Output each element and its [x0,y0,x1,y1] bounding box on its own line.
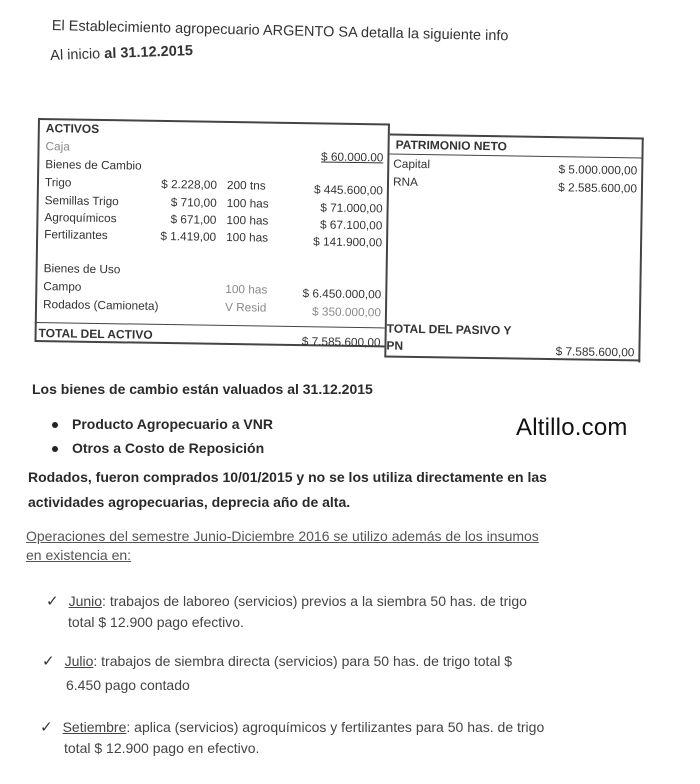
row-qty: 100 has [226,229,269,245]
row-amount: $ 71.000,00 [320,200,383,216]
intro-line-2-date: al 31.12.2015 [103,43,194,63]
row-item: Rodados (Camioneta) [42,297,159,313]
total-activo-label: TOTAL DEL ACTIVO [38,326,153,342]
row-qty: 200 tns [226,177,266,193]
pn-row-item: RNA [392,174,419,189]
operation-text-2: 6.450 pago contado [66,677,190,693]
valuation-bullet [52,416,273,432]
bienes-cambio-total: $ 60.000.00 [320,149,384,165]
row-amount: $ 6.450.000,00 [302,286,382,302]
pn-row-amount: $ 2.585.600,00 [558,180,638,196]
row-qty: 100 has [226,212,269,228]
bienes-uso-label: Bienes de Uso [43,261,121,277]
patrimonio-neto-header: PATRIMONIO NETO [395,137,508,154]
operaciones-line-1: Operaciones del semestre Junio-Diciembre 2016 se utilizo además de los insumos [26,528,539,544]
balance-sheet-table [34,118,644,367]
rodados-line-2: actividades agropecuarias, deprecia año de alta. [28,494,351,510]
intro-line-2 [50,43,193,64]
rodados-line-1: Rodados, fueron comprados 10/01/2015 y no se los utiliza directamente en las [28,469,547,485]
row-item: Trigo [44,175,72,190]
row-amount: $ 445.600,00 [313,182,384,198]
row-price: $ 2.228,00 [161,176,218,192]
row-qty: 100 has [225,281,268,297]
operation-month: Setiembre [62,719,127,735]
row-amount: $ 67.100,00 [319,217,383,233]
row-item: Semillas Trigo [44,193,119,209]
operation-text: : trabajos de siembra directa (servicios) para 50 has. de trigo total $ [93,653,513,669]
caja-label: Caja [45,139,70,154]
row-item: Campo [43,279,82,294]
operation-item [42,652,512,670]
check-icon: ✓ [46,593,59,610]
pn-row-amount: $ 5.000.000,00 [558,162,638,178]
activos-header: ACTIVOS [45,121,100,136]
total-activo-value: $ 7.585.600,00 [301,334,381,350]
operation-text: : trabajos de laboreo (servicios) previos a la siembra 50 has. de trigo [102,593,527,609]
operaciones-line-2: en existencia en: [26,547,132,563]
valuation-bullet-text: Producto Agropecuario a VNR [72,416,273,432]
check-icon: ✓ [42,653,55,670]
total-pasivo-label-1: TOTAL DEL PASIVO Y [386,321,512,338]
valuation-bullet [52,440,264,456]
check-icon: ✓ [40,719,53,736]
intro-line-2-prefix: Al inicio [50,46,101,64]
intro-line-1: El Establecimiento agropecuario ARGENTO SA detalla la siguiente info [51,18,509,45]
row-price: $ 671,00 [170,212,217,227]
operation-month: Junio [68,593,103,609]
bullet-icon [52,446,58,452]
row-qty: V Resid [224,299,267,315]
row-amount: $ 350.000,00 [311,304,382,320]
row-amount: $ 141.900,00 [313,234,383,250]
row-price: $ 710,00 [170,195,217,210]
pn-row-item: Capital [393,156,431,172]
row-qty: 100 has [226,195,269,211]
operation-month: Julio [64,653,94,669]
valuation-heading: Los bienes de cambio están valuados al 31.12.2015 [32,381,373,397]
bullet-icon [52,422,58,428]
total-pasivo-label-2: PN [386,338,404,353]
operation-text-2: total $ 12.900 pago efectivo. [68,614,244,630]
row-price: $ 1.419,00 [160,228,217,244]
total-pasivo-value: $ 7.585.600,00 [555,344,635,360]
watermark: Altillo.com [516,414,628,441]
operation-text-2: total $ 12.900 pago en efectivo. [64,740,260,756]
row-item: Fertilizantes [44,227,108,243]
operation-item [46,592,527,610]
operation-text: : aplica (servicios) agroquímicos y fertilizantes para 50 has. de trigo [126,719,545,735]
bienes-cambio-label: Bienes de Cambio [45,157,142,173]
valuation-bullet-text: Otros a Costo de Reposición [72,440,265,456]
operation-item [40,718,544,736]
row-item: Agroquímicos [44,210,117,226]
